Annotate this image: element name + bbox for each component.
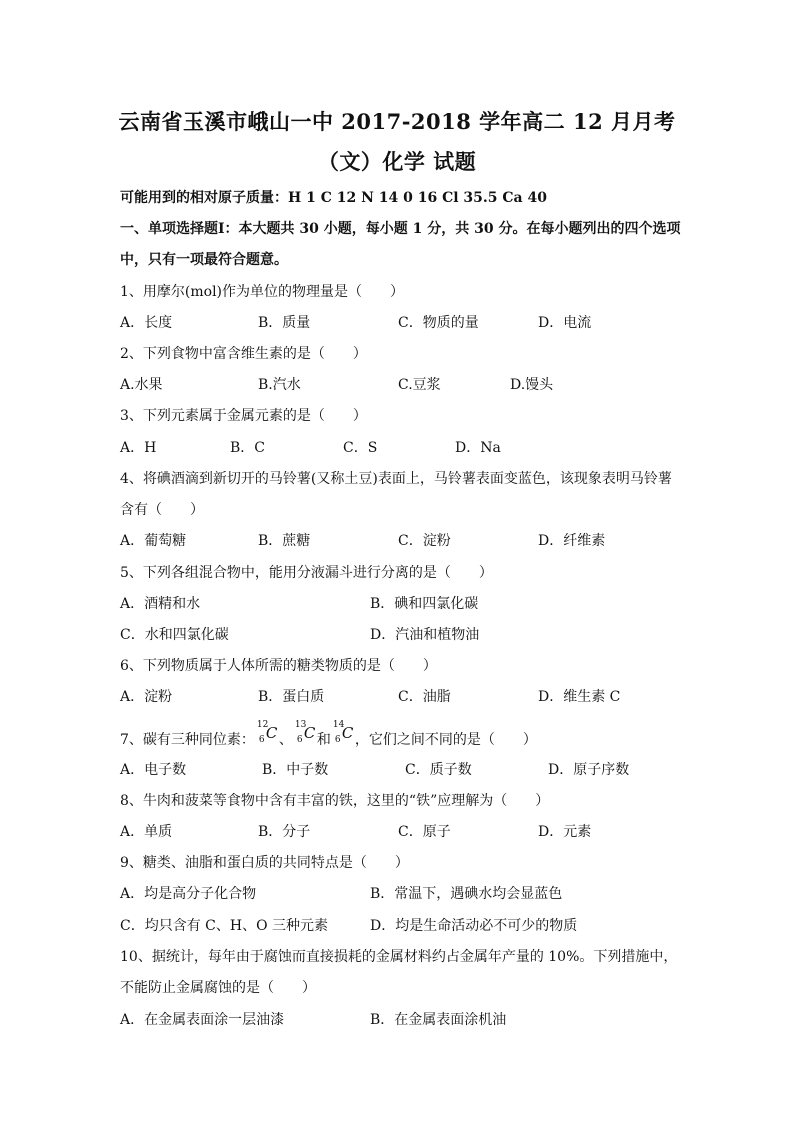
- option: B.汽水: [258, 377, 301, 393]
- option: B．中子数: [262, 762, 329, 778]
- option: B．在金属表面涂机油: [370, 1012, 507, 1028]
- option: C．质子数: [405, 762, 472, 778]
- question-stem: 1、用摩尔(mol)作为单位的物理量是（ ）: [120, 284, 405, 300]
- question-stem-cont: 不能防止金属腐蚀的是（ ）: [120, 980, 316, 996]
- question-stem-cont: 含有（ ）: [120, 502, 204, 518]
- option: A．电子数: [120, 762, 187, 778]
- option: D．维生素 C: [538, 689, 621, 705]
- option: B．碘和四氯化碳: [370, 596, 479, 612]
- option: B．质量: [258, 315, 311, 331]
- option: B．蔗糖: [258, 533, 311, 549]
- option: A．H: [120, 440, 157, 456]
- exam-subtitle: （文）化学 试题: [317, 149, 477, 174]
- option: C．均只含有 C、H、O 三种元素: [120, 918, 329, 934]
- option: A．酒精和水: [120, 596, 201, 612]
- mass-number: 13: [294, 720, 307, 730]
- option: D．Na: [455, 440, 501, 456]
- question-stem: 4、将碘酒滴到新切开的马铃薯(又称土豆)表面上，马铃薯表面变蓝色，该现象表明马铃薯: [120, 471, 672, 487]
- question-stem: 5、下列各组混合物中，能用分液漏斗进行分离的是（ ）: [120, 565, 493, 581]
- exam-title: 云南省玉溪市峨山一中 2017-2018 学年高二 12 月月考: [118, 109, 676, 134]
- question-stem-suffix: ，它们之间不同的是（ ）: [354, 732, 537, 748]
- element-symbol: C: [303, 724, 316, 742]
- option: A．单质: [120, 824, 173, 840]
- option: A.水果: [120, 377, 163, 393]
- option: D．汽油和植物油: [370, 627, 480, 643]
- option: D．纤维素: [538, 533, 606, 549]
- element-symbol: C: [265, 724, 278, 742]
- separator: 和: [316, 732, 331, 748]
- question-stem: 6、下列物质属于人体所需的糖类物质的是（ ）: [120, 658, 437, 674]
- option: A．在金属表面涂一层油漆: [120, 1012, 285, 1028]
- option: A．长度: [120, 315, 173, 331]
- section-instructions: 一、单项选择题Ⅰ：本大题共 30 小题，每小题 1 分，共 30 分。在每小题列出的四个选项: [120, 221, 681, 237]
- question-stem: [120, 720, 537, 749]
- option: C．淀粉: [398, 533, 451, 549]
- section-instructions-cont: 中，只有一项最符合题意。: [120, 252, 288, 268]
- option: C．水和四氯化碳: [120, 627, 229, 643]
- option: B．C: [230, 440, 265, 456]
- option: A．淀粉: [120, 689, 173, 705]
- question-stem: 8、牛肉和菠菜等食物中含有丰富的铁，这里的“铁”应理解为（ ）: [120, 793, 550, 809]
- separator: 、: [278, 732, 293, 748]
- option: D.馒头: [510, 377, 554, 393]
- option: B．分子: [258, 824, 311, 840]
- option: A．均是高分子化合物: [120, 886, 257, 902]
- atomic-number: 6: [334, 735, 341, 745]
- question-stem: 3、下列元素属于金属元素的是（ ）: [120, 408, 367, 424]
- question-stem: 9、糖类、油脂和蛋白质的共同特点是（ ）: [120, 855, 409, 871]
- option: C．油脂: [398, 689, 451, 705]
- option: D．元素: [538, 824, 592, 840]
- option: D．原子序数: [548, 762, 630, 778]
- question-stem: 10、据统计，每年由于腐蚀而直接损耗的金属材料约占金属年产量的 10%。下列措施中，: [120, 949, 678, 965]
- atomic-number: 6: [258, 735, 265, 745]
- isotope-c12: [256, 720, 278, 748]
- mass-number: 12: [256, 720, 269, 730]
- option: A．葡萄糖: [120, 533, 187, 549]
- option: C．S: [343, 440, 378, 456]
- option: B．蛋白质: [258, 689, 325, 705]
- mass-number: 14: [332, 720, 345, 730]
- isotope-c14: [332, 720, 354, 748]
- isotope-c13: [294, 720, 316, 748]
- option: C.豆浆: [398, 377, 441, 393]
- option: B．常温下，遇碘水均会显蓝色: [370, 886, 563, 902]
- question-stem-prefix: 7、碳有三种同位素：: [120, 732, 255, 748]
- atomic-masses: 可能用到的相对原子质量：H 1 C 12 N 14 0 16 Cl 35.5 Ca 40: [120, 190, 547, 206]
- option: D．均是生命活动必不可少的物质: [370, 918, 578, 934]
- atomic-number: 6: [296, 735, 303, 745]
- element-symbol: C: [341, 724, 354, 742]
- question-stem: 2、下列食物中富含维生素的是（ ）: [120, 346, 367, 362]
- option: C．原子: [398, 824, 451, 840]
- option: D．电流: [538, 315, 592, 331]
- option: C．物质的量: [398, 315, 479, 331]
